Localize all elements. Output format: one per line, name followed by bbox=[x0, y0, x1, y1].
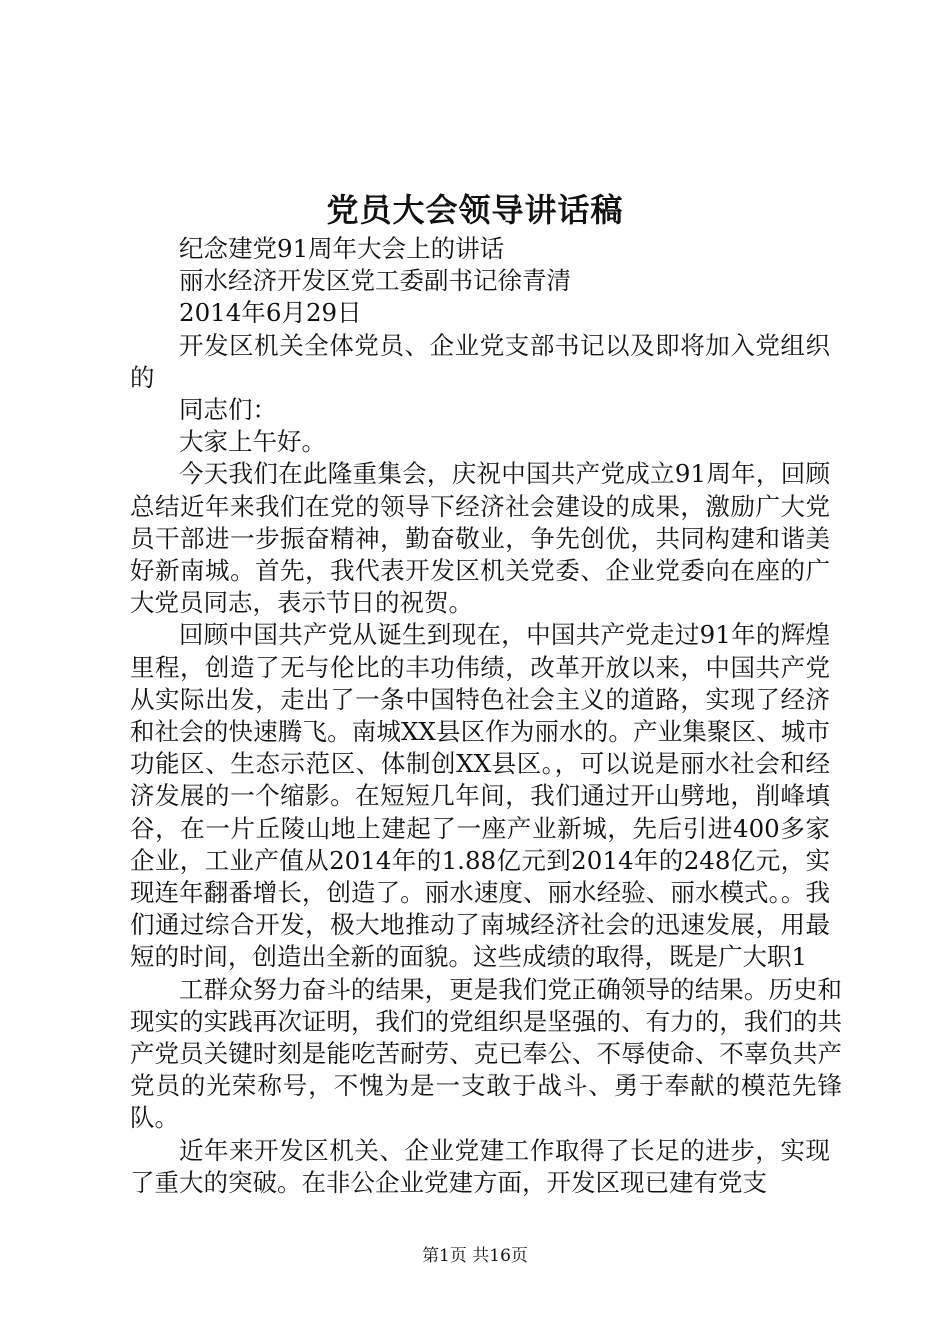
body-paragraph: 工群众努力奋斗的结果，更是我们党正确领导的结果。历史和现实的实践再次证明，我们的党组织是坚强的、有力的，我们的共产党员关键时刻是能吃苦耐劳、克已奉公、不辱使命、不辜负共产党员的光荣称号，不愧为是一支敢于战斗、勇于奉献的模范先锋队。 bbox=[130, 974, 842, 1133]
body-paragraph: 近年来开发区机关、企业党建工作取得了长足的进步，实现了重大的突破。在非公企业党建方面，开发区现已建有党支 bbox=[130, 1135, 830, 1197]
page-footer: 第1页 共16页 bbox=[422, 1246, 528, 1266]
greeting-paragraph: 大家上午好。 bbox=[179, 427, 326, 457]
date-paragraph: 2014年6月29日 bbox=[179, 298, 362, 328]
document-body bbox=[130, 233, 842, 1199]
body-paragraph: 今天我们在此隆重集会，庆祝中国共产党成立91周年，回顾总结近年来我们在党的领导下经济社会建设的成果，激励广大党员干部进一步振奋精神，勤奋敬业，争先创优，共同构建和谐美好新南城。首先，我代表开发区机关党委、企业党委向在座的广大党员同志，表示节日的祝贺。 bbox=[130, 459, 830, 618]
subtitle-paragraph: 纪念建党91周年大会上的讲话 bbox=[179, 234, 505, 263]
speaker-paragraph: 丽水经济开发区党工委副书记徐青清 bbox=[179, 266, 571, 296]
document-title: 党员大会领导讲话稿 bbox=[326, 191, 624, 229]
audience-paragraph: 开发区机关全体党员、企业党支部书记以及即将加入党组织的 bbox=[130, 330, 830, 392]
salutation-paragraph: 同志们： bbox=[179, 395, 277, 425]
body-paragraph: 回顾中国共产党从诞生到现在，中国共产党走过91年的辉煌里程，创造了无与伦比的丰功伟绩，改革开放以来，中国共产党从实际出发，走出了一条中国特色社会主义的道路，实现了经济和社会的快速腾飞。南城XX县区作为丽水的。产业集聚区、城市功能区、生态示范区、体制创XX县区。，可以说是丽水社会和经济发展的一个缩影。在短短几年间，我们通过开山劈地，削峰填谷，在一片丘陵山地上建起了一座产业新城，先后引进400多家企业，工业产值从2014年的1.88亿元到2014年的248亿元，实现连年翻番增长，创造了。丽水速度、丽水经验、丽水模式。。我们通过综合开发，极大地推动了南城经济社会的迅速发展，用最短的时间，创造出全新的面貌。这些成绩的取得，既是广大职1 bbox=[130, 620, 830, 972]
